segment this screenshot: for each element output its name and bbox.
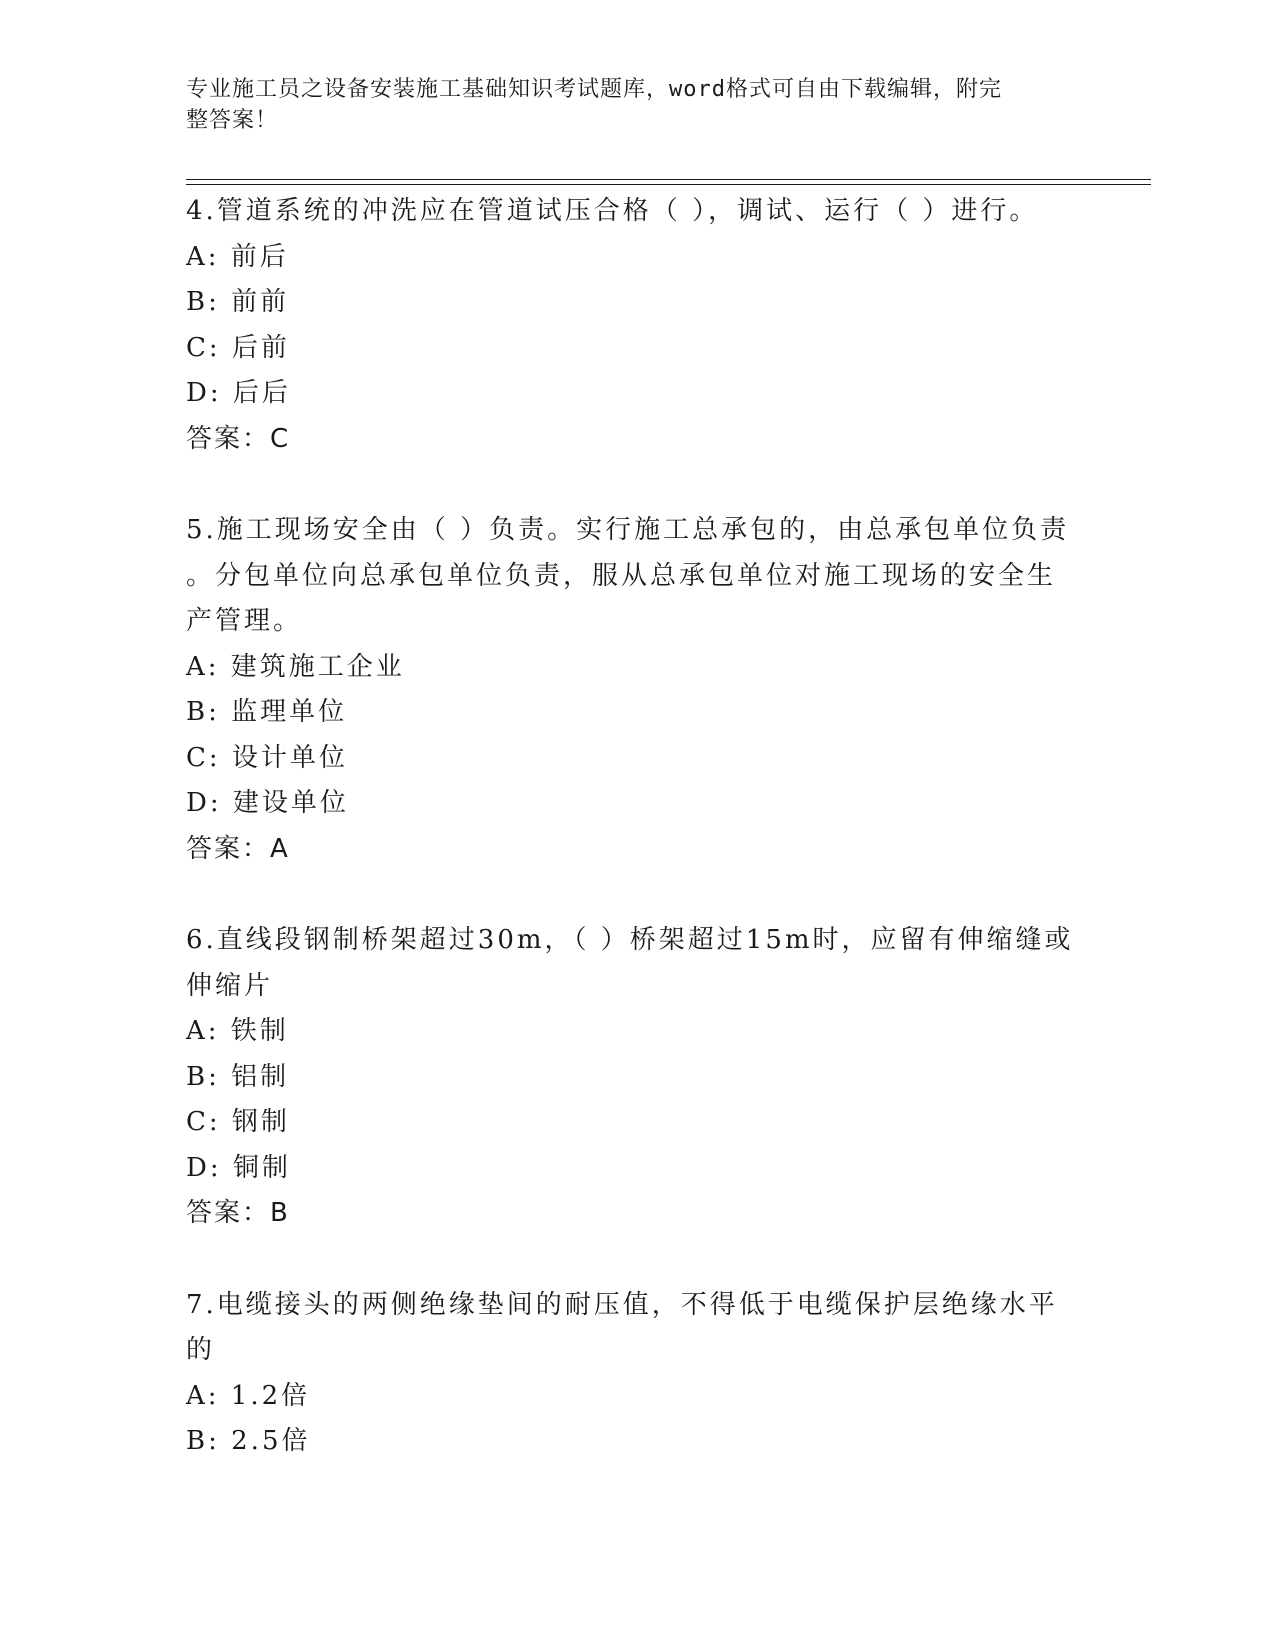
- question-5: [186, 508, 1086, 872]
- question-text: 伸缩片: [186, 970, 274, 1001]
- option-d: D: 后后: [186, 378, 291, 408]
- option-d: D: 铜制: [186, 1152, 291, 1183]
- header-divider-bottom: [186, 184, 1151, 185]
- option-a: A: 1.2倍: [186, 1380, 311, 1411]
- option-b: B: 2.5倍: [186, 1426, 311, 1456]
- option-b: B: 前前: [186, 287, 290, 317]
- answer-line: 答案：A: [186, 833, 290, 864]
- question-7: [186, 1283, 1086, 1465]
- question-text: 4.管道系统的冲洗应在管道试压合格（ ），调试、运行（ ）进行。: [186, 196, 1039, 226]
- option-a: A: 前后: [186, 241, 289, 272]
- question-text: 的: [186, 1335, 216, 1365]
- question-text: 6.直线段钢制桥架超过30m，（ ）桥架超过15m时，应留有伸缩缝或: [186, 925, 1074, 955]
- question-text: 。分包单位向总承包单位负责，服从总承包单位对施工现场的安全生: [186, 560, 1057, 591]
- answer-line: 答案：B: [186, 1198, 290, 1228]
- question-text: 5.施工现场安全由（ ）负责。实行施工总承包的，由总承包单位负责: [186, 515, 1070, 545]
- document-header: [186, 74, 1066, 136]
- header-line-2: 整答案！: [186, 108, 279, 133]
- header-line-1: 专业施工员之设备安装施工基础知识考试题库，word格式可自由下载编辑，附完: [186, 77, 1002, 102]
- option-b: B: 监理单位: [186, 697, 348, 727]
- option-a: A: 建筑施工企业: [186, 651, 405, 682]
- option-c: C: 钢制: [186, 1107, 290, 1137]
- option-a: A: 铁制: [186, 1016, 289, 1046]
- question-list: [186, 189, 1086, 1511]
- question-6: [186, 918, 1086, 1237]
- question-4: [186, 189, 1086, 462]
- question-text: 产管理。: [186, 606, 303, 636]
- option-c: C: 设计单位: [186, 742, 348, 773]
- question-text: 7.电缆接头的两侧绝缘垫间的耐压值，不得低于电缆保护层绝缘水平: [186, 1289, 1058, 1320]
- answer-line: 答案：C: [186, 423, 291, 454]
- option-c: C: 后前: [186, 332, 290, 363]
- option-b: B: 铝制: [186, 1061, 290, 1092]
- header-divider-top: [186, 179, 1151, 180]
- option-d: D: 建设单位: [186, 788, 349, 818]
